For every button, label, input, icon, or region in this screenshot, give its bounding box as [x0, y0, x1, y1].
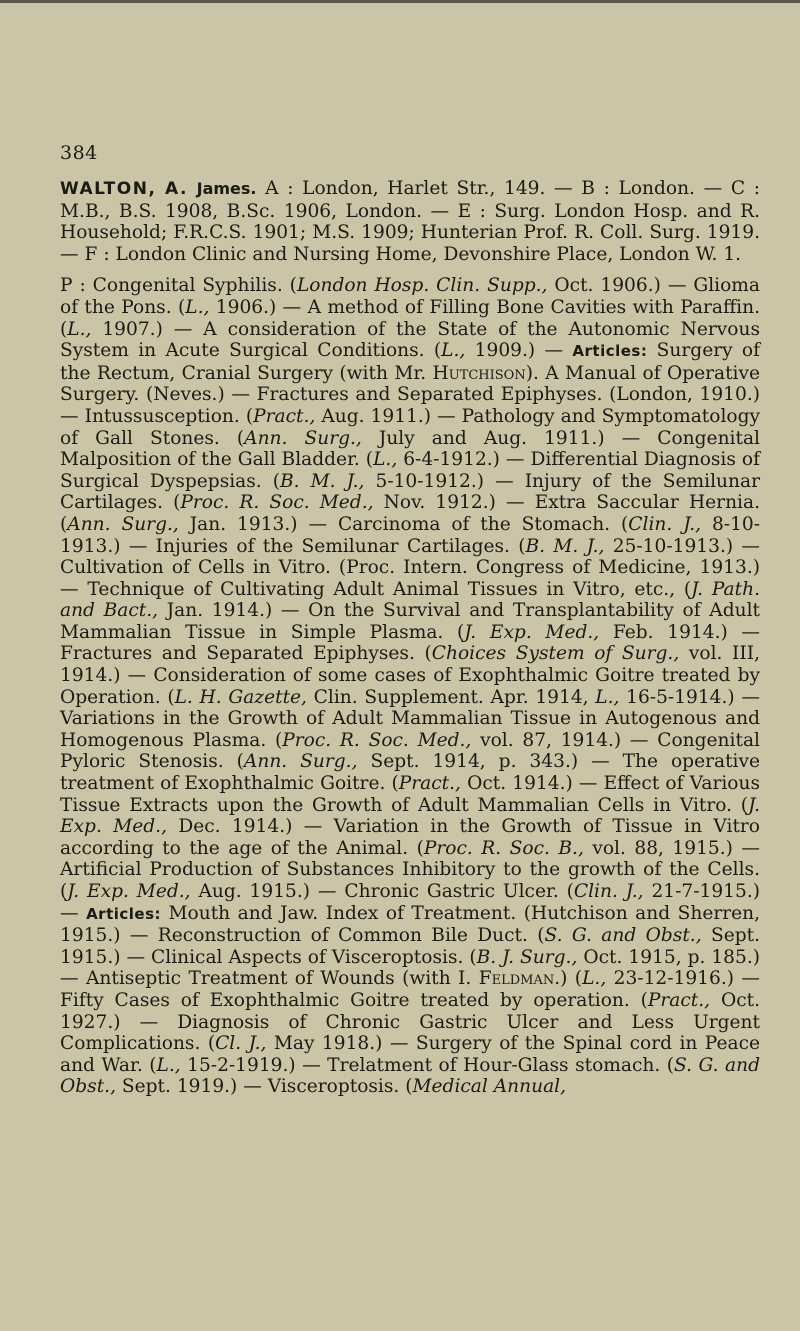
- biography-entry: [60, 178, 760, 1098]
- entry-initial: A.: [165, 179, 188, 199]
- entry-surname: WALTON,: [60, 179, 157, 199]
- entry-details: A : London, Harlet Str., 149. — B : London. — C : M.B., B.S. 1908, B.Sc. 1906, London. — E : Surg. London Hosp. and R. Household; F.R.C.S. 1901; M.S. 1909; Hunterian Prof. R. Coll. Surg. 1919. — F : London Clinic and Nursing Home, Devonshire Place, London W. 1.: [60, 178, 760, 265]
- entry-header: [60, 178, 760, 265]
- entry-given-name: James.: [196, 179, 257, 198]
- page-number: 384: [60, 142, 98, 164]
- author-name: Feldman: [478, 968, 555, 990]
- author-name: Hutchison: [432, 362, 526, 384]
- articles-keyword: Articles:: [86, 904, 162, 923]
- articles-keyword: Articles:: [572, 342, 648, 361]
- publications-paragraph: P : Congenital Syphilis. (London Hosp. Clin. Supp., Oct. 1906.) — Glioma of the Pons. (L., 1906.) — A method of Filling Bone Cavities with Paraffin. (L., 1907.) — A consideration of the State of the Autonomic Nervous System in Acute Surgical Conditions. (L., 1909.) — Articles: Surgery of the Rectum, Cranial Surgery (with Mr. Hutchison). A Manual of Operative Surgery. (Neves.) — Fractures and Separated Epiphyses. (London, 1910.) — Intussusception. (Pract., Aug. 1911.) — Pathology and Symptomatology of Gall Stones. (Ann. Surg., July and Aug. 1911.) — Congenital Malposition of the Gall Bladder. (L., 6-4-1912.) — Differential Diagnosis of Surgical Dyspepsias. (B. M. J., 5-10-1912.) — Injury of the Semilunar Cartilages. (Proc. R. Soc. Med., Nov. 1912.) — Extra Saccular Hernia. (Ann. Surg., Jan. 1913.) — Carcinoma of the Stomach. (Clin. J., 8-10-1913.) — Injuries of the Semilunar Cartilages. (B. M. J., 25-10-1913.) — Cultivation of Cells in Vitro. (Proc. Intern. Congress of Medicine, 1913.) — Technique of Cultivating Adult Animal Tissues in Vitro, etc., (J. Path. and Bact., Jan. 1914.) — On the Survival and Transplantability of Adult Mammalian Tissue in Simple Plasma. (J. Exp. Med., Feb. 1914.) — Fractures and Separated Epiphyses. (Choices System of Surg., vol. III, 1914.) — Consideration of some cases of Exophthalmic Goitre treated by Operation. (L. H. Gazette, Clin. Supplement. Apr. 1914, L., 16-5-1914.) — Variations in the Growth of Adult Mammalian Tissue in Autogenous and Homogenous Plasma. (Proc. R. Soc. Med., vol. 87, 1914.) — Congenital Pyloric Stenosis. (Ann. Surg., Sept. 1914, p. 343.) — The operative treatment of Exophthalmic Goitre. (Pract., Oct. 1914.) — Effect of Various Tissue Extracts upon the Growth of Adult Mammalian Cells in Vitro. (J. Exp. Med., Dec. 1914.) — Variation in the Growth of Tissue in Vitro according to the age of the Animal. (Proc. R. Soc. B., vol. 88, 1915.) — Artificial Production of Substances Inhibitory to the growth of the Cells. (J. Exp. Med., Aug. 1915.) — Chronic Gastric Ulcer. (Clin. J., 21-7-1915.) — Articles: Mouth and Jaw. Index of Treatment. (Hutchison and Sherren, 1915.) — Reconstruction of Common Bile Duct. (S. G. and Obst., Sept. 1915.) — Clinical Aspects of Visceroptosis. (B. J. Surg., Oct. 1915, p. 185.) — Antiseptic Treatment of Wounds (with I. Feldman.) (L., 23-12-1916.) — Fifty Cases of Exophthalmic Goitre treated by operation. (Pract., Oct. 1927.) — Diagnosis of Chronic Gastric Ulcer and Less Urgent Complications. (Cl. J., May 1918.) — Surgery of the Spinal cord in Peace and War. (L., 15-2-1919.) — Trelatment of Hour-Glass stomach. (S. G. and Obst., Sept. 1919.) — Visceroptosis. (Medical Annual,: [60, 275, 761, 1098]
- top-border: [0, 0, 800, 3]
